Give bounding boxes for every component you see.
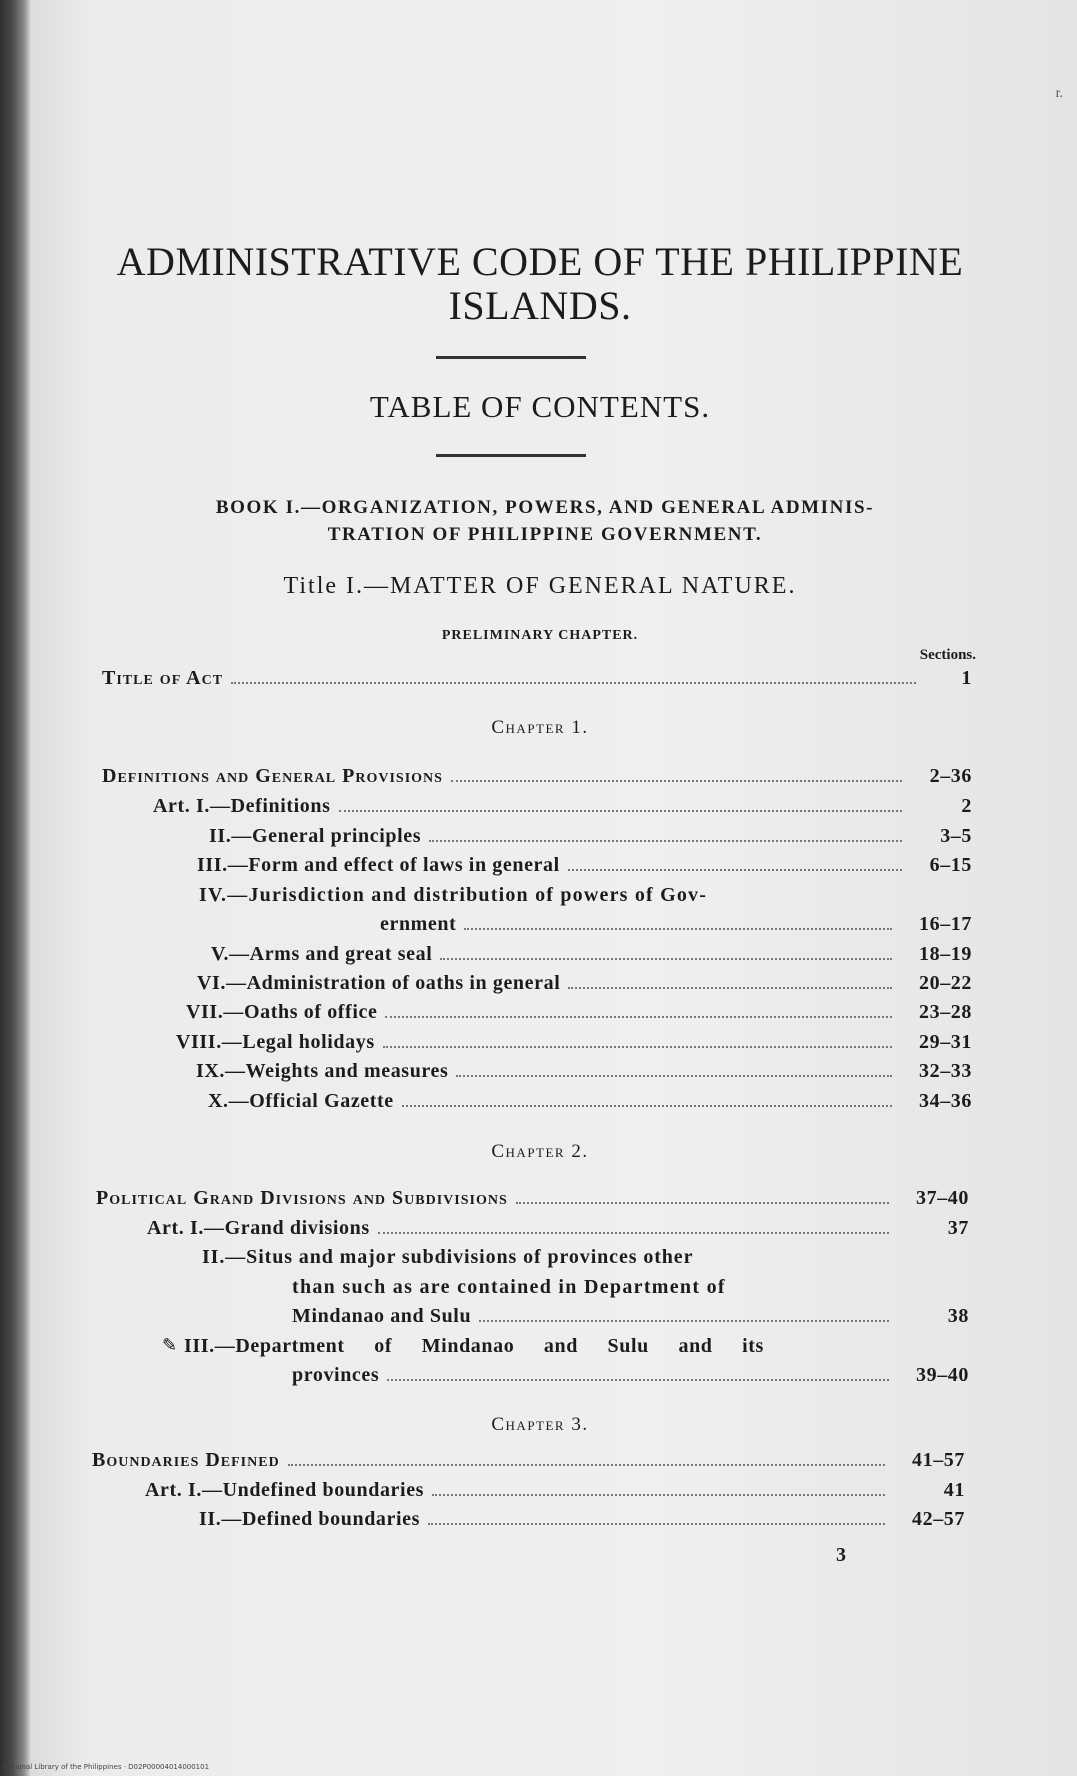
- toc-entry-title-of-act[interactable]: [102, 667, 972, 690]
- dot-leader: [385, 1016, 892, 1018]
- dot-leader: [429, 840, 902, 842]
- chapter-3-heading: Chapter 3.: [491, 1414, 589, 1435]
- toc-entry-text: Art. I.—Undefined boundaries: [145, 1479, 425, 1501]
- dot-leader: [568, 869, 902, 871]
- toc-entry-sections: 3–5: [940, 825, 972, 847]
- dot-leader: [383, 1046, 892, 1048]
- toc-entry[interactable]: [199, 1508, 965, 1531]
- toc-entry-sections: 6–15: [929, 854, 972, 876]
- toc-entry[interactable]: [208, 1090, 972, 1113]
- chapter-1-heading: Chapter 1.: [491, 717, 589, 738]
- dot-leader: [568, 987, 892, 989]
- dot-leader: [231, 682, 916, 684]
- toc-entry-text: Art. I.—Definitions: [153, 795, 331, 817]
- toc-entry-sections: 37: [947, 1217, 969, 1239]
- dot-leader: [288, 1464, 885, 1466]
- toc-entry-sections: 2: [961, 795, 972, 817]
- dot-leader: [339, 810, 902, 812]
- toc-entry[interactable]: [197, 854, 972, 877]
- dot-leader: [456, 1075, 892, 1077]
- dot-leader: [402, 1105, 892, 1107]
- toc-entry-continued: than such as are contained in Department of: [292, 1276, 726, 1298]
- sections-column-label: Sections.: [919, 647, 976, 663]
- preliminary-chapter-heading: PRELIMINARY CHAPTER.: [441, 628, 639, 643]
- toc-entry-text: X.—Official Gazette: [208, 1090, 394, 1112]
- dot-leader: [464, 928, 892, 930]
- toc-entry-sections: 41–57: [912, 1449, 965, 1471]
- chapter-2-heading: Chapter 2.: [491, 1141, 589, 1162]
- toc-entry-continued: III.—Department of Mindanao and Sulu and its: [184, 1335, 764, 1357]
- toc-entry-text: provinces: [292, 1364, 380, 1386]
- toc-entry-sections: 23–28: [919, 1001, 972, 1023]
- corner-mark: r.: [1055, 86, 1063, 101]
- toc-entry-sections: 2–36: [929, 765, 972, 787]
- dot-leader: [516, 1202, 889, 1204]
- book-line-1: BOOK I.—ORGANIZATION, POWERS, AND GENERAL ADMINIS-: [215, 497, 875, 518]
- toc-entry-chapter-2[interactable]: [96, 1187, 969, 1210]
- toc-entry[interactable]: [153, 795, 972, 818]
- toc-entry-sections: 34–36: [919, 1090, 972, 1112]
- document-title: [80, 240, 1000, 328]
- toc-entry-text: Political Grand Divisions and Subdivisions: [96, 1187, 508, 1209]
- book-spine: [0, 0, 30, 1776]
- toc-entry-text: Boundaries Defined: [92, 1449, 280, 1471]
- toc-entry[interactable]: [176, 1031, 972, 1054]
- toc-entry[interactable]: [186, 1001, 972, 1024]
- dot-leader: [440, 958, 892, 960]
- toc-entry[interactable]: [209, 825, 972, 848]
- book-line-2: TRATION OF PHILIPPINE GOVERNMENT.: [327, 524, 763, 545]
- dot-leader: [451, 780, 902, 782]
- dot-leader: [387, 1379, 889, 1381]
- dot-leader: [428, 1523, 885, 1525]
- title-line-2: ISLANDS.: [448, 283, 632, 328]
- dot-leader: [432, 1494, 885, 1496]
- toc-entry-text: ernment: [380, 913, 457, 935]
- book-heading: [100, 494, 990, 548]
- page-number: 3: [836, 1544, 846, 1566]
- divider-rule: [436, 356, 586, 359]
- toc-entry-sections: 41: [943, 1479, 965, 1501]
- toc-entry-text: II.—Defined boundaries: [199, 1508, 421, 1530]
- toc-entry-text: Definitions and General Provisions: [102, 765, 443, 787]
- toc-entry[interactable]: [211, 943, 972, 966]
- toc-entry-sections: 1: [961, 667, 972, 689]
- toc-entry-sections: 18–19: [919, 943, 972, 965]
- toc-entry[interactable]: [292, 1305, 969, 1328]
- toc-entry[interactable]: [380, 913, 972, 936]
- toc-entry-sections: 42–57: [912, 1508, 965, 1530]
- title-line-1: ADMINISTRATIVE CODE OF THE PHILIPPINE: [116, 239, 964, 284]
- dot-leader: [479, 1320, 889, 1322]
- toc-entry-text: IX.—Weights and measures: [196, 1060, 449, 1082]
- toc-entry-chapter-3[interactable]: [92, 1449, 965, 1472]
- toc-entry-sections: 38: [947, 1305, 969, 1327]
- toc-entry-sections: 37–40: [916, 1187, 969, 1209]
- toc-entry-text: VIII.—Legal holidays: [176, 1031, 375, 1053]
- library-footer-note: National Library of the Philippines · D02P00004014000101: [3, 1763, 210, 1771]
- toc-entry-text: Mindanao and Sulu: [292, 1305, 472, 1327]
- toc-entry-sections: 39–40: [916, 1364, 969, 1386]
- toc-entry-sections: 29–31: [919, 1031, 972, 1053]
- toc-entry-continued: IV.—Jurisdiction and distribution of powers of Gov-: [199, 884, 708, 906]
- toc-entry[interactable]: [147, 1217, 969, 1240]
- toc-entry[interactable]: [292, 1364, 969, 1387]
- toc-entry-text: III.—Form and effect of laws in general: [197, 854, 560, 876]
- dot-leader: [378, 1232, 889, 1234]
- toc-entry-text: VII.—Oaths of office: [186, 1001, 378, 1023]
- toc-entry-text: Art. I.—Grand divisions: [147, 1217, 370, 1239]
- toc-entry-sections: 20–22: [919, 972, 972, 994]
- pencil-mark: ✎: [162, 1335, 178, 1355]
- toc-entry-chapter-1[interactable]: [102, 765, 972, 788]
- divider-rule: [436, 454, 586, 457]
- toc-entry-text: II.—General principles: [209, 825, 422, 847]
- toc-entry-continued: II.—Situs and major subdivisions of provinces other: [202, 1246, 694, 1268]
- toc-entry[interactable]: [197, 972, 972, 995]
- toc-entry-sections: 16–17: [919, 913, 972, 935]
- title-heading: Title I.—MATTER OF GENERAL NATURE.: [283, 573, 797, 599]
- toc-entry-sections: 32–33: [919, 1060, 972, 1082]
- toc-entry-text: Title of Act: [102, 667, 224, 689]
- toc-entry-text: VI.—Administration of oaths in general: [197, 972, 561, 994]
- toc-entry-text: V.—Arms and great seal: [211, 943, 433, 965]
- toc-title: TABLE OF CONTENTS.: [369, 389, 711, 424]
- toc-entry[interactable]: [145, 1479, 965, 1502]
- toc-entry[interactable]: [196, 1060, 972, 1083]
